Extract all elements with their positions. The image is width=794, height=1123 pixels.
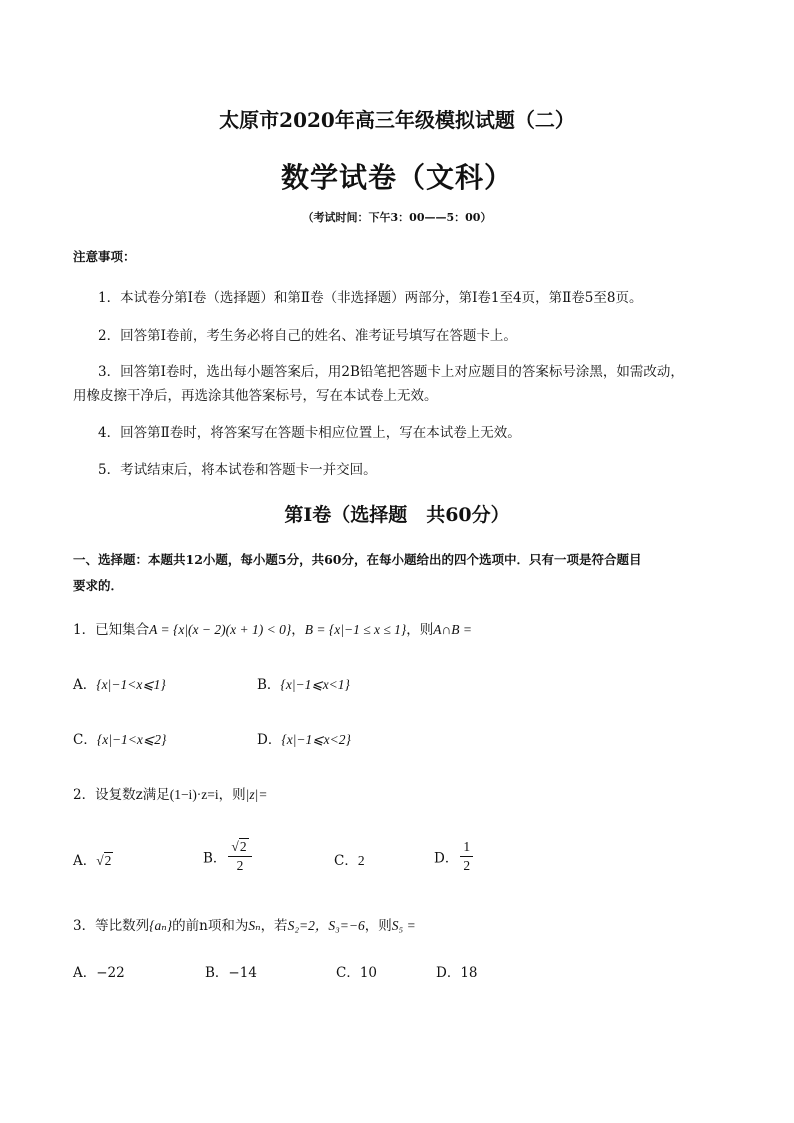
q2-option-a: A．√2 [73,853,112,869]
q3-condition: S₂=2，S₃=−6 [287,918,365,933]
q3-option-c: C．10 [336,965,378,981]
q1-set-b: B = {x|−1 ≤ x ≤ 1} [304,622,407,637]
q1-sep: ， [291,622,305,638]
q1-option-a-value: {x|−1<x⩽1} [96,677,166,692]
q2-prefix: 2．设复数z满足 [73,787,170,803]
question-3 [73,914,416,934]
q2-option-b: B． $\frac{√2}{2}$ [203,838,254,875]
q1-tail: ，则 [406,622,434,638]
note-3-line-1: 3．回答第Ⅰ卷时，选出每小题答案后，用2B铅笔把答题卡上对应题目的答案标号涂黑，如需改动， [98,364,684,380]
q3-tail: ，则 [364,918,392,934]
note-2: 2．回答第Ⅰ卷前，考生务必将自己的姓名、准考证号填写在答题卡上。 [98,328,517,344]
exam-time: （考试时间：下午3：00——5：00） [302,211,492,224]
q2-option-c: C．2 [334,853,365,869]
q1-expr: A∩B = [433,622,473,637]
q3-prefix: 3．等比数列 [73,918,150,934]
q2-option-c-value: 2 [357,853,365,868]
q3-option-b: B．−14 [205,965,257,981]
q1-option-d: D．{x|−1⩽x<2} [257,732,351,748]
q1-set-a: A = {x|(x − 2)(x + 1) < 0} [149,622,292,637]
q2-option-d-denominator: 2 [463,858,471,873]
paper-subtitle: 数学试卷（文科） [280,161,513,194]
q2-option-d-numerator: 1 [460,838,473,857]
q1-option-c-value: {x|−1<x⩽2} [96,732,167,747]
q1-option-b-value: {x|−1⩽x<1} [280,677,350,692]
section-instruction-line-2: 要求的． [73,578,124,593]
q2-expr: |z|= [245,787,268,802]
q2-option-a-radicand: 2 [104,853,112,868]
question-1 [73,618,472,638]
q1-option-d-value: {x|−1⩽x<2} [281,732,351,747]
q3-cond-pre: ，若 [260,918,288,934]
q1-option-c: C．{x|−1<x⩽2} [73,732,167,748]
section-instruction-line-1: 一、选择题：本题共12小题，每小题5分，共60分，在每小题给出的四个选项中．只有一项是符合题目 [73,552,642,567]
q2-condition: (1−i)·z=i [169,787,219,802]
q1-prefix: 1．已知集合 [73,622,150,638]
q2-tail: ，则 [218,787,246,803]
q2-option-d: D． $\frac{1}{2}$ [434,838,475,875]
q3-option-d: D．18 [436,965,478,981]
question-2 [73,783,267,803]
exam-title: 太原市2020年高三年级模拟试题（二） [219,108,575,132]
q2-option-b-denominator: 2 [236,858,244,873]
q3-sequence: {aₙ} [149,918,173,933]
note-1: 1．本试卷分第Ⅰ卷（选择题）和第Ⅱ卷（非选择题）两部分，第Ⅰ卷1至4页，第Ⅱ卷5至8页。 [98,290,643,306]
note-4: 4．回答第Ⅱ卷时，将答案写在答题卡相应位置上，写在本试卷上无效。 [98,425,521,441]
q2-option-b-numerator: 2 [239,839,247,854]
q3-sum: Sₙ [248,918,261,933]
notes-heading: 注意事项： [73,249,136,264]
note-5: 5．考试结束后，将本试卷和答题卡一并交回。 [98,462,377,478]
note-3-line-2: 用橡皮擦干净后，再选涂其他答案标号，写在本试卷上无效。 [73,388,438,404]
q3-expr: S₅ = [391,918,416,933]
section-title: 第Ⅰ卷（选择题 共60分） [284,504,510,526]
q3-mid: 的前n项和为 [172,918,249,934]
q3-option-a: A．−22 [73,965,125,981]
q1-option-b: B．{x|−1⩽x<1} [257,677,350,693]
q1-option-a: A．{x|−1<x⩽1} [73,677,166,693]
